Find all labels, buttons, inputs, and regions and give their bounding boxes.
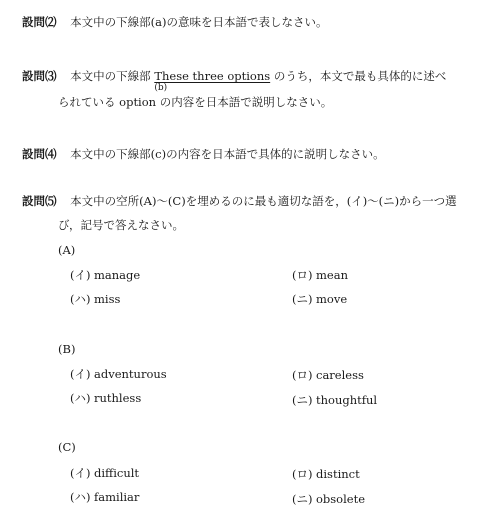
- question-3-underlined-phrase: These three options: [154, 69, 271, 83]
- group-b-option-i: [70, 366, 167, 382]
- group-a-option-i: [70, 267, 140, 283]
- question-4: [22, 146, 385, 162]
- group-c-option-ni: [292, 491, 365, 507]
- question-2-text-post: の意味を日本語で表しなさい。: [166, 15, 328, 29]
- question-3-text-post: のうち，本文で最も具体的に述べ: [273, 69, 447, 83]
- group-c-option-ro: [292, 466, 360, 482]
- option-word: adventurous: [94, 367, 167, 381]
- question-4-text-post: の内容を日本語で具体的に説明しなさい。: [166, 147, 385, 161]
- option-mark: (ハ): [70, 292, 91, 306]
- group-b-label: (B): [58, 342, 76, 356]
- question-3-underlined-phrase-wrap: [154, 69, 271, 93]
- group-c-option-i: [70, 465, 139, 481]
- question-2: [22, 14, 328, 30]
- option-word: thoughtful: [316, 393, 378, 407]
- question-2-underline-mark: (a): [150, 15, 167, 29]
- option-mark: (イ): [70, 367, 91, 381]
- option-mark: (ロ): [292, 268, 313, 282]
- option-word: obsolete: [316, 492, 366, 506]
- option-word: familiar: [94, 490, 140, 504]
- option-mark: (ハ): [70, 490, 91, 504]
- option-word: ruthless: [94, 391, 142, 405]
- question-5-number: 設問⑸: [22, 194, 57, 208]
- question-4-text-pre: 本文中の下線部: [70, 147, 151, 161]
- group-a-option-ni: [292, 291, 347, 307]
- question-3-text-pre: 本文中の下線部: [70, 69, 151, 83]
- group-b-option-ro: [292, 367, 364, 383]
- question-2-number: 設問⑵: [22, 15, 57, 29]
- question-5-line-2: び，記号で答えなさい。: [58, 218, 185, 232]
- option-mark: (ハ): [70, 391, 91, 405]
- group-c-label: (C): [58, 440, 76, 454]
- group-a-option-ro: [292, 267, 348, 283]
- option-mark: (イ): [70, 466, 91, 480]
- option-word: miss: [94, 292, 121, 306]
- question-5: [22, 193, 457, 209]
- group-b-option-ni: [292, 392, 377, 408]
- question-4-number: 設問⑷: [22, 147, 57, 161]
- option-word: move: [316, 292, 348, 306]
- question-3-underline-mark: (b): [154, 83, 168, 93]
- group-c-option-ha: [70, 489, 139, 505]
- question-5-text-line-1: 本文中の空所(A)～(C)を埋めるのに最も適切な語を，(イ)～(ニ)から一つ選: [70, 194, 457, 208]
- question-3: [22, 68, 447, 93]
- option-mark: (ニ): [292, 492, 313, 506]
- question-4-underline-mark: (c): [150, 147, 167, 161]
- option-word: careless: [316, 368, 364, 382]
- option-mark: (ロ): [292, 368, 313, 382]
- option-mark: (ニ): [292, 292, 313, 306]
- option-word: difficult: [94, 466, 140, 480]
- group-b-option-ha: [70, 390, 141, 406]
- option-word: distinct: [316, 467, 360, 481]
- question-3-number: 設問⑶: [22, 69, 57, 83]
- question-2-text-pre: 本文中の下線部: [70, 15, 151, 29]
- option-word: mean: [316, 268, 348, 282]
- option-mark: (ロ): [292, 467, 313, 481]
- group-a-option-ha: [70, 291, 120, 307]
- question-3-line-2: られている option の内容を日本語で説明しなさい。: [58, 95, 333, 109]
- group-a-label: (A): [58, 243, 76, 257]
- option-mark: (ニ): [292, 393, 313, 407]
- option-mark: (イ): [70, 268, 91, 282]
- option-word: manage: [94, 268, 141, 282]
